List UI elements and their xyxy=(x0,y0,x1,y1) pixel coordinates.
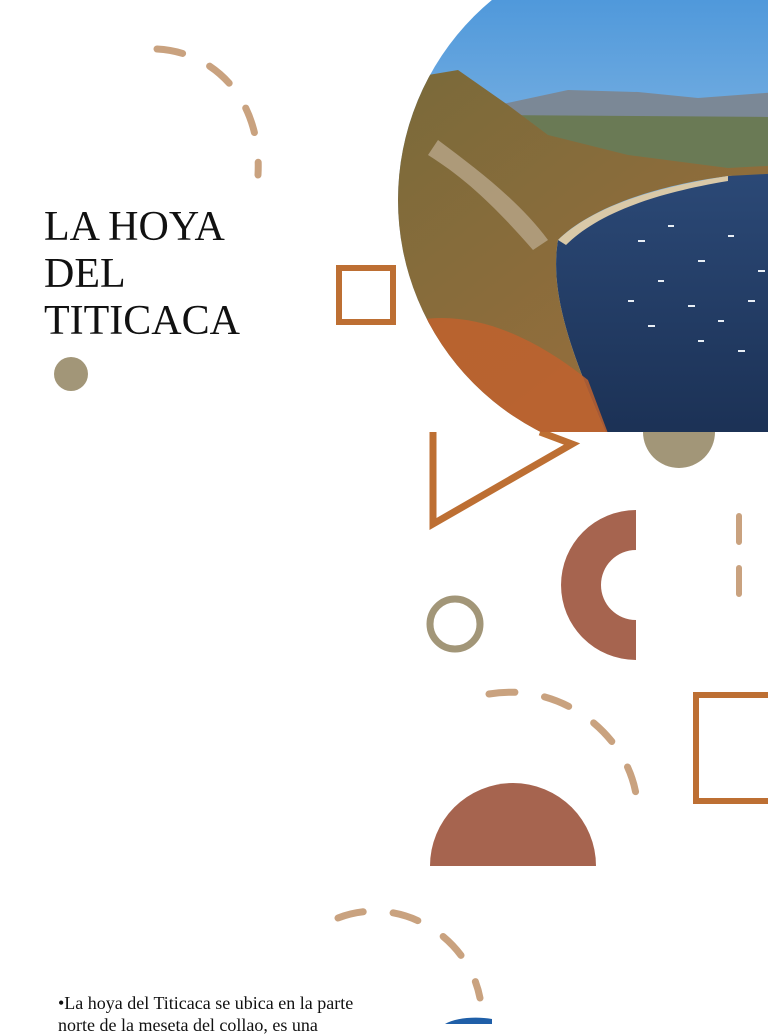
square-outline-shape xyxy=(339,268,393,322)
slide-title xyxy=(0,0,768,432)
title-line-3: TITICACA xyxy=(44,298,240,344)
circle-shape xyxy=(54,357,88,391)
slide-participants xyxy=(0,432,768,866)
dashed-arc-shape xyxy=(157,49,258,175)
lake-titicaca-photo xyxy=(398,0,768,432)
semicircle-shape xyxy=(430,783,596,866)
half-ring-shape xyxy=(561,510,636,660)
title-line-1: LA HOYA xyxy=(44,204,225,250)
slide2-decorations xyxy=(0,432,768,866)
slide-title-text xyxy=(44,204,304,345)
semicircle-shape xyxy=(643,432,715,468)
ring-shape xyxy=(430,599,480,649)
blue-shape-partial xyxy=(445,1018,492,1024)
dashed-arc-shape xyxy=(338,911,480,998)
title-line-2: DEL xyxy=(44,251,126,297)
triangle-outline-shape xyxy=(433,432,572,524)
dashed-arc-shape xyxy=(489,692,636,794)
square-outline-shape xyxy=(696,695,768,801)
concept-paragraph: •La hoya del Titicaca se ubica en la parte norte de la meseta del collao, es una xyxy=(58,993,354,1035)
